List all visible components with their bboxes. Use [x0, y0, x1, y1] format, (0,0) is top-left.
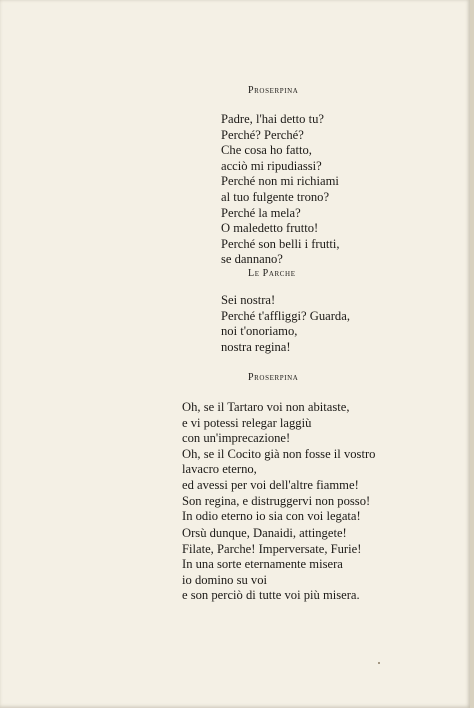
verse-line: noi t'onoriamo,	[221, 324, 298, 339]
verse-line: e son perciò di tutte voi più misera.	[182, 588, 360, 603]
verse-line: Orsù dunque, Danaidi, attingete!	[182, 526, 347, 540]
verse-line: Filate, Parche! Imperversate, Furie!	[182, 541, 362, 556]
stanza-proserpina-2	[182, 400, 375, 525]
verse-line: al tuo fulgente trono?	[221, 189, 330, 204]
verse-line: con un'imprecazione!	[182, 431, 291, 446]
verse-line: O maledetto frutto!	[221, 221, 319, 236]
stanza-proserpina-3	[182, 526, 361, 604]
stanza-le-parche	[221, 293, 350, 355]
verse-line: Son regina, e distruggervi non posso!	[182, 493, 371, 508]
verse-line: e vi potessi relegar laggiù	[182, 415, 312, 430]
verse-line: Perché son belli i frutti,	[221, 236, 340, 251]
verse-line: Che cosa ho fatto,	[221, 143, 312, 158]
verse-line: Oh, se il Tartaro voi non abitaste,	[182, 400, 350, 414]
verse-line: In una sorte eternamente misera	[182, 557, 343, 572]
verse-line: acciò mi ripudiassi?	[221, 158, 322, 173]
speaker-heading-le-parche: Le Parche	[248, 268, 296, 279]
verse-line: nostra regina!	[221, 339, 291, 354]
verse-line: io domino su voi	[182, 572, 268, 587]
verse-line: se dannano?	[221, 252, 283, 267]
verse-line: Perché non mi richiami	[221, 174, 339, 189]
verse-line: Sei nostra!	[221, 293, 276, 307]
verse-line: lavacro eterno,	[182, 462, 257, 477]
verse-line: ed avessi per voi dell'altre fiamme!	[182, 477, 359, 492]
paper-speck	[378, 662, 380, 664]
verse-line: Padre, l'hai detto tu?	[221, 112, 324, 126]
page-edge	[470, 0, 474, 708]
speaker-heading-proserpina: Proserpina	[248, 85, 299, 96]
speaker-heading-proserpina: Proserpina	[248, 372, 299, 383]
verse-line: In odio eterno io sia con voi legata!	[182, 509, 361, 524]
verse-line: Perché la mela?	[221, 205, 301, 220]
verse-line: Perché? Perché?	[221, 127, 304, 142]
verse-line: Oh, se il Cocito già non fosse il vostro	[182, 446, 376, 461]
verse-line: Perché t'affliggi? Guarda,	[221, 308, 350, 323]
stanza-proserpina-1	[221, 112, 340, 268]
